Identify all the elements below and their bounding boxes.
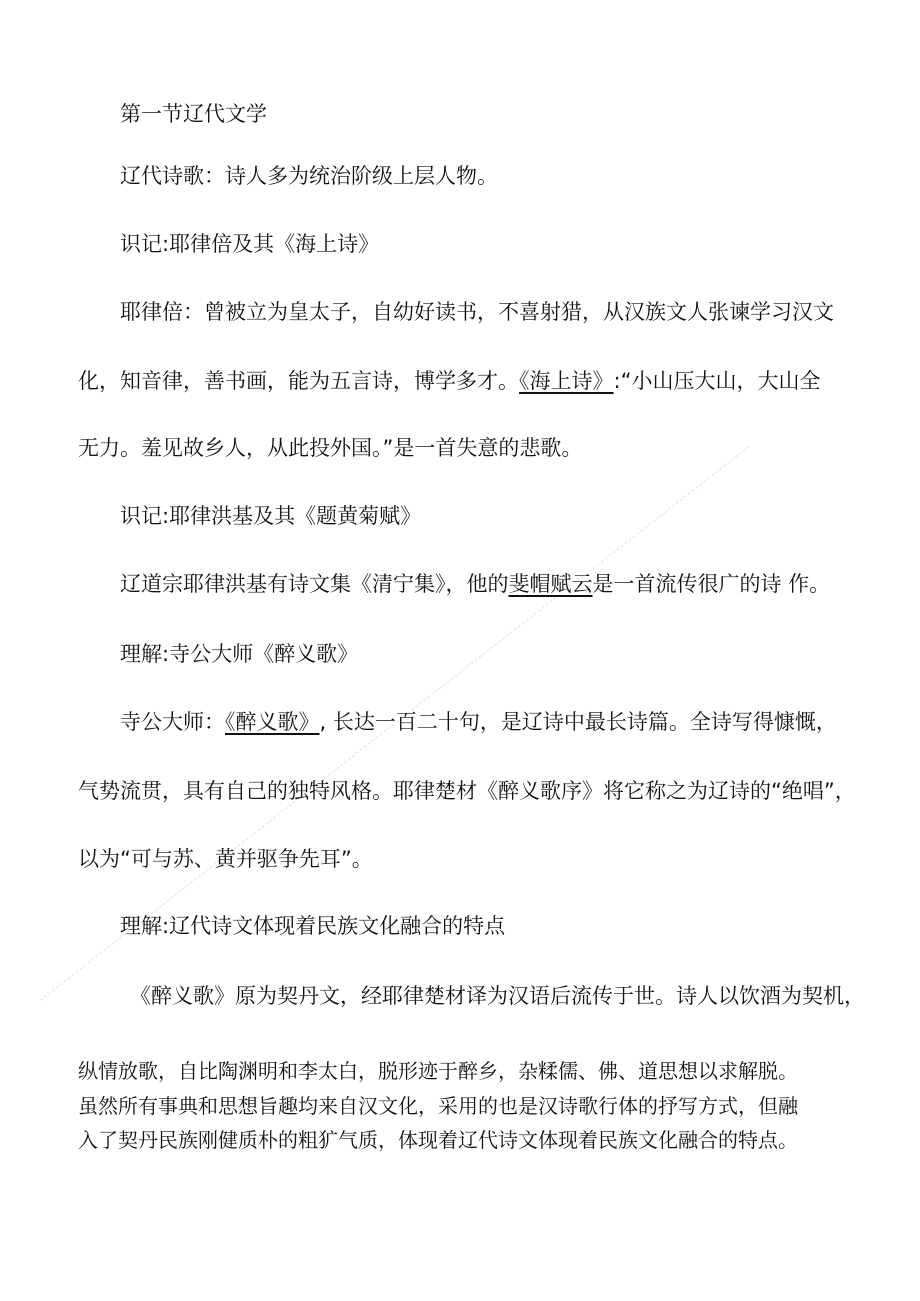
text-segment: 辽道宗耶律洪基有诗文集《清宁集》，他的 [120, 572, 509, 596]
paragraph-sigong-line1 [120, 708, 837, 736]
paragraph-fusion-line4: 入了契丹民族刚健质朴的粗犷气质，体现着辽代诗文体现着民族文化融合的特点。 [78, 1128, 798, 1152]
paragraph-yelubei-line2 [78, 367, 820, 395]
text-segment: :“小山压大山，大山全 [613, 369, 821, 393]
paragraph-fusion-line1: 《醉义歌》原为契丹文，经耶律楚材译为汉语后流传于世。诗人以饮酒为契机， [130, 984, 865, 1008]
paragraph-hongji [120, 570, 830, 598]
paragraph-sigong-line3: 以为“可与苏、黄并驱争先耳”。 [78, 847, 373, 871]
text-segment: , 长达一百二十句，是辽诗中最长诗篇。全诗写得慷慨， [319, 710, 837, 734]
text-segment: 是一首流传很广的诗 作。 [592, 572, 831, 596]
paragraph-fusion-line2: 纵情放歌，自比陶渊明和李太白，脱形迹于醉乡，杂糅儒、佛、道思想以求解脱。 [78, 1059, 798, 1083]
poem-title-zuiyige: 《醉义歌》 [225, 710, 320, 734]
item-memorize-hongji: 识记:耶律洪基及其《题黄菊赋》 [120, 504, 422, 528]
paragraph-liao-poetry: 辽代诗歌：诗人多为统治阶级上层人物。 [120, 164, 498, 188]
paragraph-yelubei-line3: 无力。羞见故乡人，从此投外国。”是一首失意的悲歌。 [78, 436, 583, 460]
underlined-phrase: 斐帽赋云 [508, 572, 593, 596]
item-memorize-yelubei: 识记:耶律倍及其《海上诗》 [120, 232, 380, 256]
paragraph-fusion-line3: 虽然所有事典和思想旨趣均来自汉文化，采用的也是汉诗歌行体的抒写方式，但融 [78, 1094, 798, 1118]
item-understand-fusion: 理解:辽代诗文体现着民族文化融合的特点 [120, 914, 506, 938]
poem-title-haishangshi: 《海上诗》 [519, 369, 614, 393]
section-heading: 第一节辽代文学 [120, 102, 267, 126]
item-understand-sigong: 理解:寺公大师《醉义歌》 [120, 642, 359, 666]
text-segment: 化，知音律，善书画，能为五言诗，博学多才。 [78, 369, 519, 393]
paragraph-yelubei-line1: 耶律倍：曾被立为皇太子，自幼好读书，不喜射猎，从汉族文人张谏学习汉文 [120, 300, 834, 324]
paragraph-sigong-line2: 气势流贯，具有自己的独特风格。耶律楚材《醉义歌序》将它称之为辽诗的“绝唱”， [78, 779, 856, 803]
text-segment: 寺公大师： [120, 710, 225, 734]
